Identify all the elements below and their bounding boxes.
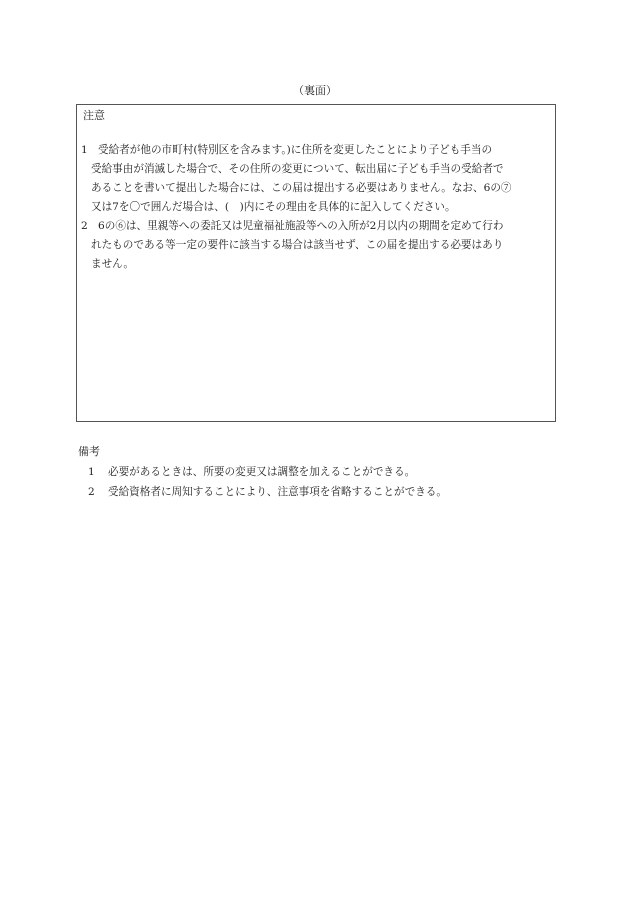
note-item-1-text: 受給者が他の市町村(特別区を含みます。)に住所を変更したことにより子ども手当の [98,144,493,156]
note-item-1-line-3: あることを書いて提出した場合には、この届は提出する必要はありません。なお、6の⑦ [91,182,512,194]
remark-item-1 [88,465,415,479]
remarks-heading: 備考 [78,445,100,458]
remark-item-2-text: 受給資格者に周知することにより、注意事項を省略することができる。 [108,486,447,498]
remark-item-1-number: 1 [88,466,95,478]
note-item-1 [81,141,551,217]
notes-heading: 注意 [83,109,105,122]
note-item-2-line-3: ません。 [91,258,135,270]
remark-item-1-text: 必要があるときは、所要の変更又は調整を加えることができる。 [108,466,416,478]
page-title: （裏面） [293,84,337,97]
remark-item-2-number: 2 [88,486,95,498]
note-item-2 [81,217,551,274]
remark-item-2 [88,485,447,499]
note-item-1-line-2: 受給事由が消滅した場合で、その住所の変更について、転出届に子ども手当の受給者で [91,163,504,175]
note-item-2-line-2: れたものである等一定の要件に該当する場合は該当せず、この届を提出する必要はあり [91,239,504,251]
note-item-2-number: 2 [81,220,88,232]
note-item-1-line-4: 又は7を〇で囲んだ場合は、( )内にその理由を具体的に記入してください。 [91,201,456,213]
note-item-1-line-1 [81,141,551,160]
note-item-1-number: 1 [81,144,88,156]
note-item-2-text: 6の⑥は、里親等への委託又は児童福祉施設等への入所が2月以内の期間を定めて行わ [98,220,504,232]
notes-box [76,104,556,422]
note-item-2-line-1 [81,217,551,236]
